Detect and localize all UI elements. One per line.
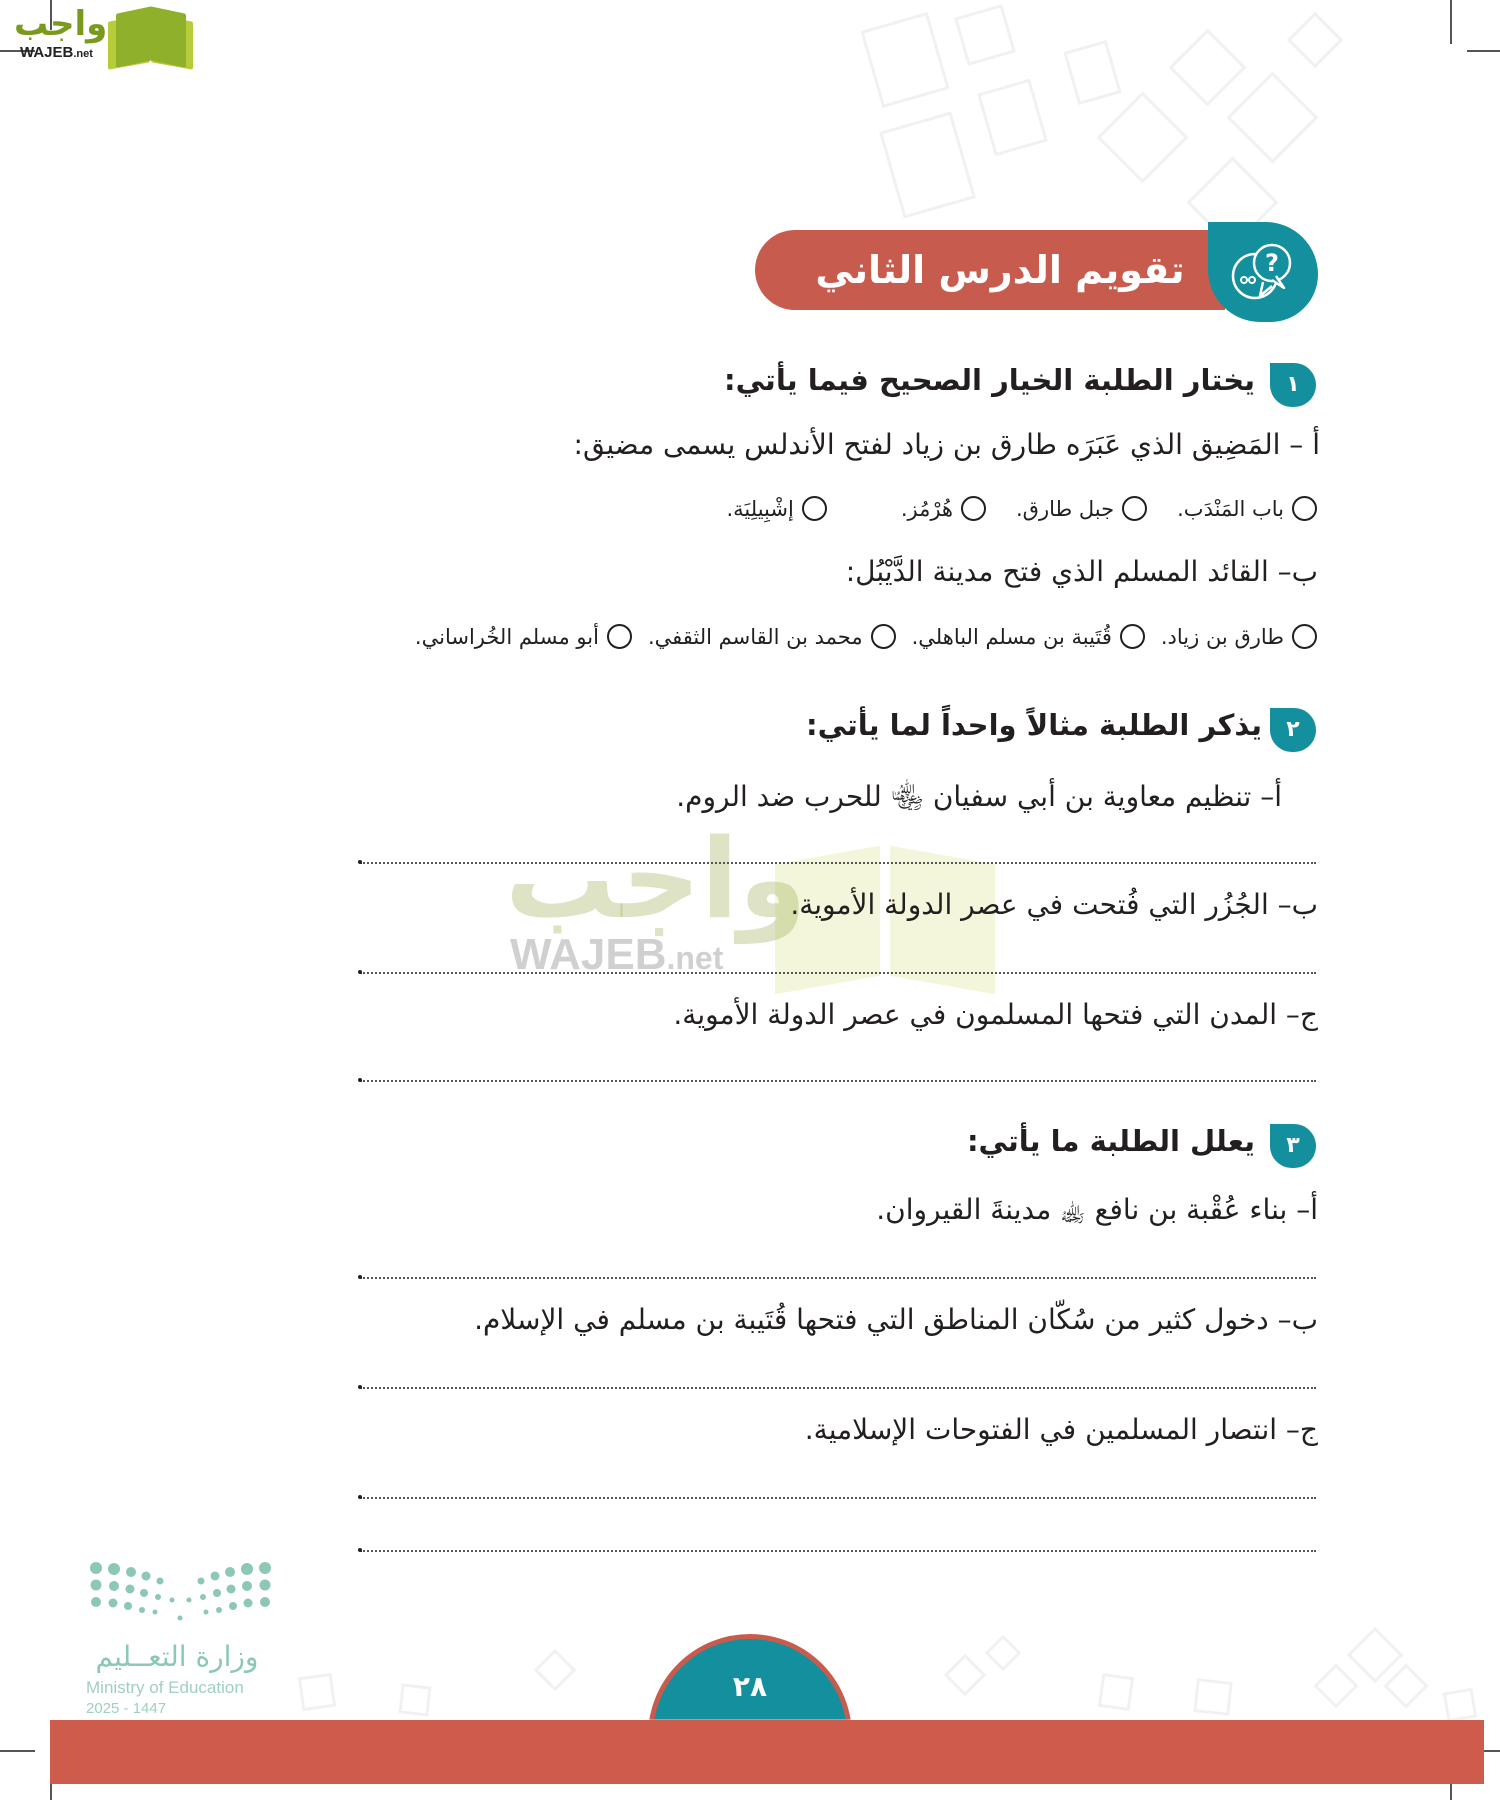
question-item-text: ب– دخول كثير من سُكّان المناطق التي فتحها قُتَيبة بن مسلم في الإسلام. [474, 1303, 1318, 1336]
question-item-text: أ– تنظيم معاوية بن أبي سفيان ﵄ للحرب ضد الروم. [676, 780, 1282, 813]
decor-diamond [1383, 1663, 1428, 1708]
crop-mark [1450, 0, 1452, 44]
decor-diamond [985, 1635, 1022, 1672]
decor-square [1098, 1673, 1134, 1711]
option-label: طارق بن زياد. [1160, 624, 1284, 649]
ministry-name-english: Ministry of Education [86, 1678, 244, 1697]
question-item-text: ج– المدن التي فتحها المسلمون في عصر الدولة الأموية. [673, 998, 1318, 1031]
decor-diamond [1097, 92, 1189, 184]
decor-diamond [534, 1649, 576, 1691]
decor-square [1443, 1688, 1478, 1723]
question-heading: يعلل الطلبة ما يأتي: [966, 1124, 1255, 1158]
decor-square [977, 79, 1048, 157]
decor-diamond [944, 1654, 986, 1696]
page-number: ٢٨ [732, 1670, 768, 1703]
option-label: أبو مسلم الخُراساني. [414, 624, 599, 649]
radio-button[interactable] [802, 496, 827, 521]
decor-square [954, 4, 1016, 66]
answer-line[interactable] [360, 972, 1316, 974]
crop-mark [1467, 50, 1500, 52]
decor-diamond [1227, 72, 1319, 164]
option-label: هُرْمُز. [900, 496, 953, 521]
option-label: جبل طارق. [1016, 496, 1115, 521]
option-label: إشْبِيلِيَة. [726, 496, 794, 521]
radio-button[interactable] [1120, 624, 1145, 649]
wajeb-logo-latin: WAJEB.net [20, 44, 93, 61]
question-number-badge: ٢ [1270, 708, 1316, 752]
decor-square [298, 1673, 336, 1711]
question-item-text: ج– انتصار المسلمين في الفتوحات الإسلامية. [804, 1413, 1318, 1446]
option-qutayba[interactable] [912, 624, 1145, 649]
decor-square [879, 111, 976, 218]
option-bab-al-mandab[interactable] [1177, 496, 1317, 521]
option-label: باب المَنْدَب. [1177, 496, 1284, 521]
ministry-name-arabic: وزارة التعــليم [95, 1640, 259, 1673]
option-hormuz[interactable] [901, 496, 986, 521]
option-jabal-tariq[interactable] [1016, 496, 1147, 521]
option-label: محمد بن القاسم الثقفي. [647, 624, 863, 649]
question-item-text: أ – المَضِيق الذي عَبَرَه طارق بن زياد لفتح الأندلس يسمى مضيق: [573, 428, 1320, 461]
decor-diamond [1169, 29, 1247, 107]
question-number-badge: ٣ [1270, 1124, 1316, 1168]
radio-button[interactable] [961, 496, 986, 521]
svg-text:?: ? [1265, 249, 1279, 277]
question-chat-bubble-icon [1228, 238, 1298, 308]
question-item-text: أ– بناء عُقْبة بن نافع ﵀ مدينةَ القيروان. [876, 1193, 1318, 1226]
decor-diamond [1287, 12, 1344, 69]
question-item-text: ب– القائد المسلم الذي فتح مدينة الدَّيْبُل: [845, 555, 1318, 588]
answer-line[interactable] [360, 1387, 1316, 1389]
option-label: قُتَيبة بن مسلم الباهلي. [911, 624, 1112, 649]
radio-button[interactable] [1292, 496, 1317, 521]
answer-line[interactable] [360, 1497, 1316, 1499]
answer-line[interactable] [360, 1277, 1316, 1279]
decor-square [860, 12, 949, 108]
question-item-text: ب– الجُزُر التي فُتحت في عصر الدولة الأموية. [790, 888, 1318, 921]
ministry-year: 2025 - 1447 [86, 1700, 167, 1717]
answer-line[interactable] [360, 862, 1316, 864]
option-ishbiliya[interactable] [727, 496, 827, 521]
question-number-badge: ١ [1270, 363, 1316, 407]
book-icon [108, 6, 193, 66]
watermark-text-arabic: واجب [505, 815, 807, 943]
ministry-of-education-logo [82, 1560, 282, 1720]
answer-line[interactable] [360, 1550, 1316, 1552]
option-tariq-bin-ziyad[interactable] [1161, 624, 1317, 649]
footer-bar [50, 1720, 1484, 1784]
decor-diamond [1313, 1663, 1358, 1708]
option-muhammad-bin-qasim[interactable] [648, 624, 896, 649]
decor-square [399, 1684, 432, 1717]
options-row [415, 624, 1317, 649]
answer-line[interactable] [360, 1080, 1316, 1082]
question-heading: يختار الطلبة الخيار الصحيح فيما يأتي: [724, 363, 1255, 397]
wajeb-logo-arabic: واجب [14, 4, 108, 44]
options-row [727, 496, 1318, 521]
radio-button[interactable] [607, 624, 632, 649]
section-title: تقويم الدرس الثاني [815, 248, 1185, 292]
decor-square [1063, 40, 1121, 105]
radio-button[interactable] [1292, 624, 1317, 649]
wajeb-logo [8, 4, 193, 70]
watermark-text-latin: WAJEB.net [510, 930, 724, 979]
radio-button[interactable] [871, 624, 896, 649]
crop-mark [0, 1750, 35, 1752]
ministry-dots-emblem-icon [88, 1560, 273, 1630]
option-abu-muslim[interactable] [415, 624, 632, 649]
radio-button[interactable] [1122, 496, 1147, 521]
question-heading: يذكر الطلبة مثالاً واحداً لما يأتي: [805, 708, 1262, 742]
decor-square [1193, 1678, 1232, 1716]
